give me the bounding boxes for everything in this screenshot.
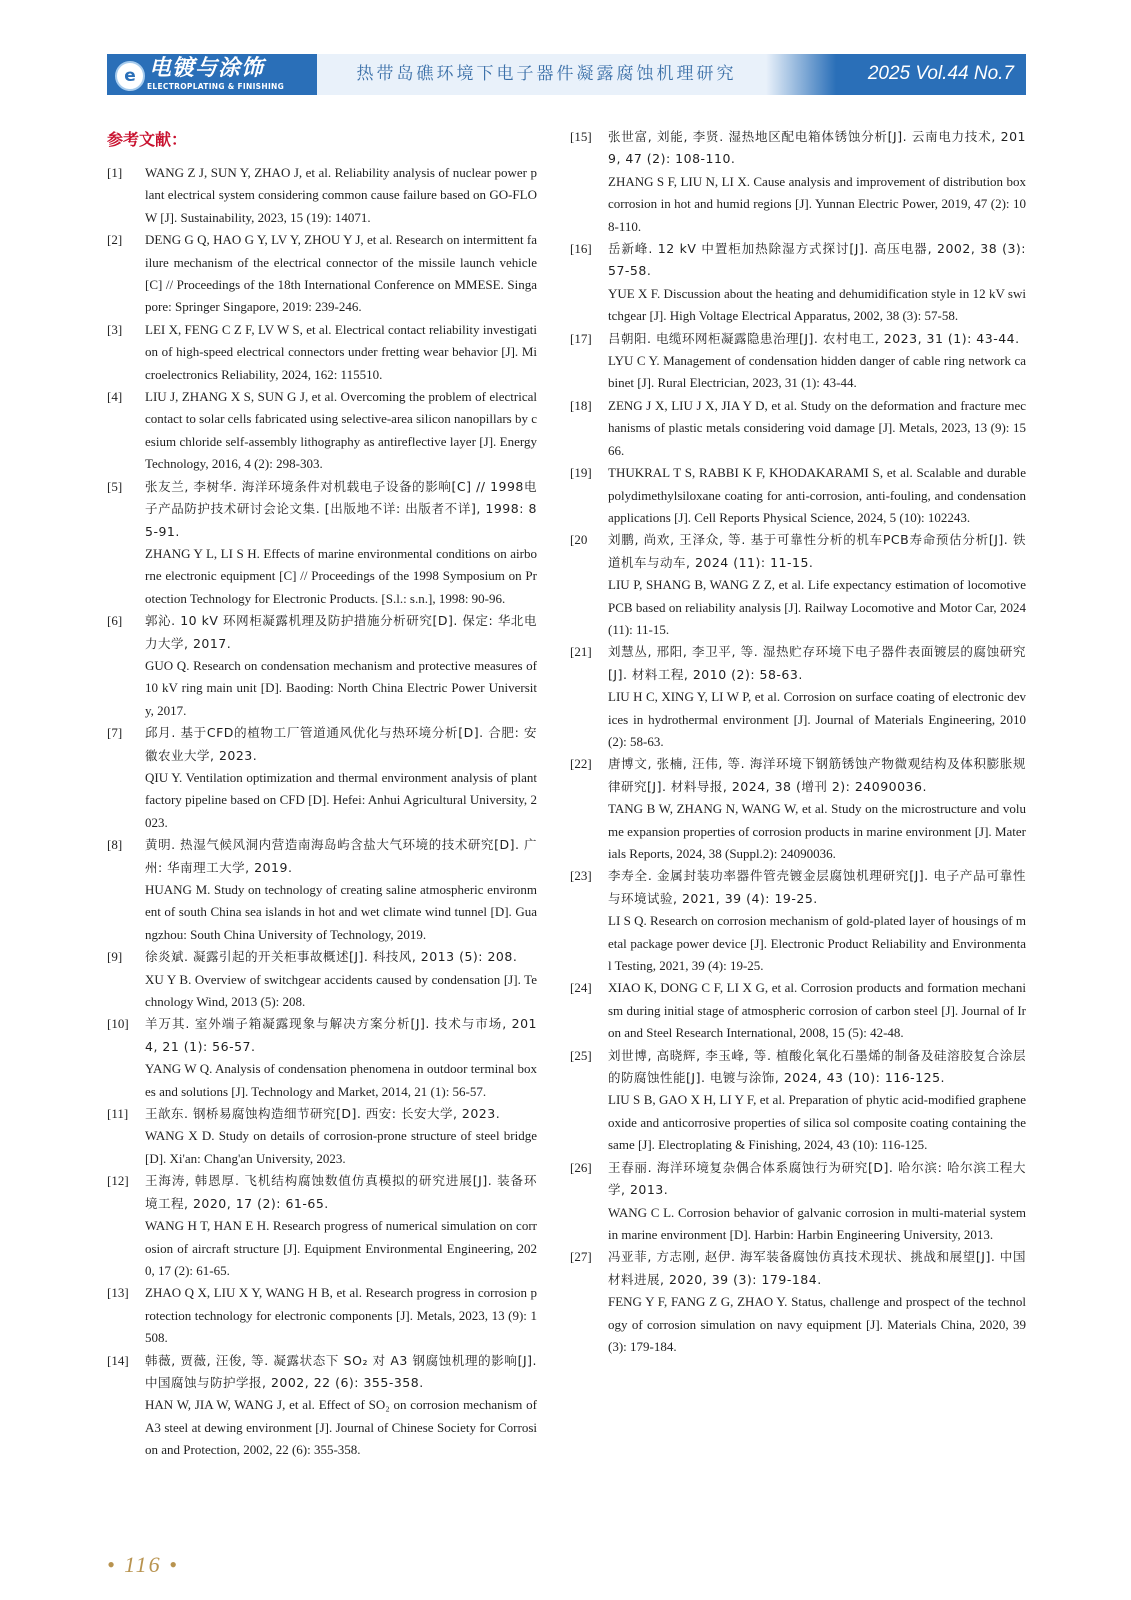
reference-text: TANG B W, ZHANG N, WANG W, et al. Study on the microstructure and volume expansion properties of corrosion products in marine environment [J]. Materials Reports, 2024, 38 (Suppl.2): 24090036. bbox=[608, 801, 1026, 861]
reference-item bbox=[570, 977, 1026, 1044]
reference-text: GUO Q. Research on condensation mechanism and protective measures of 10 kV ring main unit [D]. Baoding: North China Electric Power University, 2017. bbox=[145, 657, 537, 718]
reference-list-left bbox=[107, 162, 537, 1462]
reference-number: [21] bbox=[570, 644, 592, 660]
reference-body bbox=[608, 328, 1026, 395]
reference-list-right bbox=[570, 126, 1026, 1358]
reference-number: [14] bbox=[107, 1352, 129, 1368]
reference-body bbox=[145, 162, 537, 229]
reference-number: [23] bbox=[570, 868, 592, 884]
reference-number: [8] bbox=[107, 837, 123, 853]
reference-item bbox=[107, 1282, 537, 1349]
reference-number: [27] bbox=[570, 1249, 592, 1265]
reference-body bbox=[608, 529, 1026, 641]
logo-e-icon: e bbox=[115, 61, 145, 91]
reference-text: WANG C L. Corrosion behavior of galvanic corrosion in multi-material system in marine environment [D]. Harbin: Harbin Engineering University, 2013. bbox=[608, 1204, 1026, 1242]
reference-item bbox=[107, 319, 537, 386]
reference-item bbox=[570, 462, 1026, 529]
reference-item bbox=[570, 529, 1026, 641]
reference-number: [9] bbox=[107, 949, 123, 965]
header-fade bbox=[766, 54, 836, 95]
reference-text: 刘鹏, 尚欢, 王泽众, 等. 基于可靠性分析的机车PCB寿命预估分析[J]. 铁道机车与动车, 2024 (11): 11-15. bbox=[608, 532, 1026, 570]
left-column bbox=[107, 130, 537, 1462]
reference-item bbox=[107, 386, 537, 476]
reference-text: WANG X D. Study on details of corrosion-prone structure of steel bridge [D]. Xi'an: Chang'an University, 2023. bbox=[145, 1128, 537, 1166]
reference-text: 徐炎斌. 凝露引起的开关柜事故概述[J]. 科技风, 2013 (5): 208. bbox=[145, 949, 518, 965]
reference-text: LIU S B, GAO X H, LI Y F, et al. Preparation of phytic acid-modified graphene oxide and anticorrosive properties of silica sol composite coating containing the same [J]. Electroplating & Finishing, 2024, 43 (10): 116-125. bbox=[608, 1092, 1026, 1153]
reference-text: WANG H T, HAN E H. Research progress of numerical simulation on corrosion of aircraft structure [J]. Equipment Environmental Engineering, 2020, 17 (2): 61-65. bbox=[145, 1218, 537, 1278]
reference-text: LIU H C, XING Y, LI W P, et al. Corrosion on surface coating of electronic devices in hydrothermal environment [J]. Journal of Materials Engineering, 2010 (2): 58-63. bbox=[608, 689, 1026, 749]
reference-number: [4] bbox=[107, 389, 123, 405]
reference-number: [19] bbox=[570, 465, 592, 481]
reference-item bbox=[570, 753, 1026, 865]
reference-body bbox=[608, 462, 1026, 529]
reference-body bbox=[145, 319, 537, 386]
reference-item bbox=[570, 865, 1026, 977]
reference-text: ZHAO Q X, LIU X Y, WANG H B, et al. Research progress in corrosion protection technology for electronic components [J]. Metals, 2023, 13 (9): 1508. bbox=[145, 1285, 537, 1346]
reference-text: HUANG M. Study on technology of creating saline atmospheric environment of south China sea islands in hot and wet climate wind tunnel [D]. Guangzhou: South China University of Technology, 2019. bbox=[145, 882, 537, 942]
reference-text: XU Y B. Overview of switchgear accidents caused by condensation [J]. Technology Wind, 2013 (5): 208. bbox=[145, 971, 537, 1010]
reference-number: [15] bbox=[570, 129, 592, 144]
reference-number: [10] bbox=[107, 1016, 129, 1032]
reference-text: 刘世博, 高晓辉, 李玉峰, 等. 植酸化氧化石墨烯的制备及硅溶胶复合涂层的防腐蚀性能[J]. 电镀与涂饰, 2024, 43 (10): 116-125. bbox=[608, 1047, 1026, 1086]
reference-item bbox=[107, 1013, 537, 1103]
reference-number: [16] bbox=[570, 241, 592, 257]
reference-text: 韩薇, 贾薇, 汪俊, 等. 凝露状态下 SO₂ 对 A3 钢腐蚀机理的影响[J]. 中国腐蚀与防护学报, 2002, 22 (6): 355-358. bbox=[145, 1352, 537, 1390]
reference-item bbox=[107, 722, 537, 834]
reference-number: [2] bbox=[107, 232, 123, 248]
reference-text: ZHANG S F, LIU N, LI X. Cause analysis and improvement of distribution box corrosion in hot and humid regions [J]. Yunnan Electric Power, 2019, 47 (2): 108-110. bbox=[608, 173, 1026, 234]
reference-number: [3] bbox=[107, 321, 123, 337]
reference-text: LEI X, FENG C Z F, LV W S, et al. Electrical contact reliability investigation of high-speed electrical connectors under fretting wear behavior [J]. Microelectronics Reliability, 2024, 162: 115510. bbox=[145, 321, 537, 382]
reference-text: 张友兰, 李树华. 海洋环境条件对机载电子设备的影响[C] // 1998电子产品防护技术研讨会论文集. [出版地不详: 出版者不详], 1998: 85-91. bbox=[145, 478, 537, 539]
reference-body bbox=[145, 722, 537, 834]
issue-label: 2025 Vol.44 No.7 bbox=[867, 63, 1014, 84]
reference-item bbox=[107, 1170, 537, 1282]
reference-text: XIAO K, DONG C F, LI X G, et al. Corrosion products and formation mechanism during initial stage of atmospheric corrosion of carbon steel [J]. Journal of Iron and Steel Research International, 2008, 15 (5): 42-48. bbox=[608, 980, 1026, 1041]
logo-text: 电镀与涂饰 bbox=[149, 56, 265, 81]
reference-item bbox=[570, 126, 1026, 238]
reference-body bbox=[608, 641, 1026, 753]
reference-body bbox=[145, 610, 537, 722]
reference-text: 张世富, 刘能, 李贤. 湿热地区配电箱体锈蚀分析[J]. 云南电力技术, 2019, 47 (2): 108-110. bbox=[608, 129, 1026, 167]
reference-number: [5] bbox=[107, 478, 123, 494]
running-title: 热带岛礁环境下电子器件凝露腐蚀机理研究 bbox=[356, 64, 737, 84]
reference-text: 吕朝阳. 电缆环网柜凝露隐患治理[J]. 农村电工, 2023, 31 (1): 43-44. bbox=[608, 330, 1020, 346]
references-heading: 参考文献： bbox=[107, 130, 188, 149]
reference-body bbox=[145, 1013, 537, 1103]
reference-text: LIU P, SHANG B, WANG Z Z, et al. Life expectancy estimation of locomotive PCB based on reliability analysis [J]. Railway Locomotive and Motor Car, 2024 (11): 11-15. bbox=[608, 577, 1026, 637]
page-number: • 116 • bbox=[107, 1552, 179, 1577]
reference-body bbox=[608, 395, 1026, 462]
right-column bbox=[570, 126, 1026, 1358]
reference-text: DENG G Q, HAO G Y, LV Y, ZHOU Y J, et al. Research on intermittent failure mechanism of the electrical connector of the missile launch vehicle [C] // Proceedings of the 18th International Conference on MMESE. Singapore: Springer Singapore, 2019: 239-246. bbox=[145, 232, 537, 315]
reference-body bbox=[608, 1246, 1026, 1358]
reference-item bbox=[107, 834, 537, 946]
reference-number: [6] bbox=[107, 613, 123, 629]
reference-item bbox=[570, 641, 1026, 753]
reference-text: 羊万其. 室外端子箱凝露现象与解决方案分析[J]. 技术与市场, 2014, 21 (1): 56-57. bbox=[145, 1016, 537, 1054]
reference-number: [1] bbox=[107, 165, 123, 180]
reference-text: YANG W Q. Analysis of condensation phenomena in outdoor terminal boxes and solutions [J]. Technology and Market, 2014, 21 (1): 56-57. bbox=[145, 1061, 537, 1099]
reference-text: LYU C Y. Management of condensation hidden danger of cable ring network cabinet [J]. Rural Electrician, 2023, 31 (1): 43-44. bbox=[608, 353, 1026, 391]
reference-text: ZENG J X, LIU J X, JIA Y D, et al. Study on the deformation and fracture mechanisms of plastic metals considering void damage [J]. Metals, 2023, 13 (9): 1566. bbox=[608, 397, 1026, 458]
reference-item bbox=[107, 1103, 537, 1170]
reference-body bbox=[145, 1103, 537, 1170]
reference-text: 岳新峰. 12 kV 中置柜加热除湿方式探讨[J]. 高压电器, 2002, 38 (3): 57-58. bbox=[608, 241, 1026, 279]
reference-item bbox=[570, 1246, 1026, 1358]
reference-text: 王歆东. 钢桥易腐蚀构造细节研究[D]. 西安: 长安大学, 2023. bbox=[145, 1106, 501, 1122]
reference-text: WANG Z J, SUN Y, ZHAO J, et al. Reliability analysis of nuclear power plant electrical system considering common cause failure based on GO-FLOW [J]. Sustainability, 2023, 15 (19): 14071. bbox=[145, 165, 537, 225]
reference-body bbox=[608, 753, 1026, 865]
reference-item bbox=[107, 162, 537, 229]
reference-item bbox=[570, 238, 1026, 328]
reference-body bbox=[608, 1157, 1026, 1247]
reference-text: HAN W, JIA W, WANG J, et al. Effect of SO₂ on corrosion mechanism of A3 steel at dewing environment [J]. Journal of Chinese Society for Corrosion and Protection, 2002, 22 (6): 355-358. bbox=[145, 1397, 537, 1458]
reference-text: 邱月. 基于CFD的植物工厂管道通风优化与热环境分析[D]. 合肥: 安徽农业大学, 2023. bbox=[145, 725, 537, 763]
reference-body bbox=[145, 476, 537, 610]
reference-item bbox=[570, 328, 1026, 395]
journal-logo bbox=[113, 57, 313, 92]
reference-item bbox=[570, 1157, 1026, 1247]
reference-body bbox=[608, 126, 1026, 238]
reference-number: [20 bbox=[570, 532, 588, 548]
reference-text: QIU Y. Ventilation optimization and thermal environment analysis of plant factory pipeline based on CFD [D]. Hefei: Anhui Agricultural University, 2023. bbox=[145, 769, 537, 830]
reference-body bbox=[145, 1282, 537, 1349]
reference-text: 刘慧丛, 邢阳, 李卫平, 等. 湿热贮存环境下电子器件表面镀层的腐蚀研究[J]. 材料工程, 2010 (2): 58-63. bbox=[608, 644, 1026, 682]
reference-body bbox=[145, 834, 537, 946]
reference-body bbox=[608, 238, 1026, 328]
reference-text: 黄明. 热湿气候风洞内营造南海岛屿含盐大气环境的技术研究[D]. 广州: 华南理工大学, 2019. bbox=[145, 837, 537, 875]
reference-number: [18] bbox=[570, 397, 592, 413]
reference-text: 郭沁. 10 kV 环网柜凝露机理及防护措施分析研究[D]. 保定: 华北电力大学, 2017. bbox=[145, 613, 537, 651]
reference-body bbox=[145, 1350, 537, 1462]
reference-number: [13] bbox=[107, 1285, 129, 1301]
reference-number: [25] bbox=[570, 1047, 592, 1063]
reference-text: ZHANG Y L, LI S H. Effects of marine environmental conditions on airborne electronic equipment [C] // Proceedings of the 1998 Symposium on Protection Technology for Electronic Products. [S.l.: s.n.], 1998: 90-96. bbox=[145, 545, 537, 606]
reference-text: 唐博文, 张楠, 汪伟, 等. 海洋环境下钢筋锈蚀产物微观结构及体积膨胀规律研究[J]. 材料导报, 2024, 38 (增刊 2): 24090036. bbox=[608, 756, 1026, 794]
reference-text: 王春丽. 海洋环境复杂偶合体系腐蚀行为研究[D]. 哈尔滨: 哈尔滨工程大学, 2013. bbox=[608, 1159, 1026, 1198]
reference-item bbox=[107, 946, 537, 1013]
reference-body bbox=[145, 386, 537, 476]
reference-item bbox=[570, 395, 1026, 462]
reference-body bbox=[608, 865, 1026, 977]
journal-header bbox=[107, 54, 1026, 95]
reference-number: [12] bbox=[107, 1173, 129, 1189]
reference-text: THUKRAL T S, RABBI K F, KHODAKARAMI S, et al. Scalable and durable polydimethylsiloxane coating for anti-corrosion, anti-fouling, and condensation applications [J]. Cell Reports Physical Science, 2024, 5 (10): 102243. bbox=[608, 465, 1026, 525]
reference-item bbox=[570, 1045, 1026, 1157]
reference-text: LI S Q. Research on corrosion mechanism of gold-plated layer of housings of metal package power device [J]. Electronic Product Reliability and Environmental Testing, 2021, 39 (4): 19-25. bbox=[608, 913, 1026, 974]
reference-item bbox=[107, 229, 537, 319]
reference-item bbox=[107, 610, 537, 722]
reference-number: [17] bbox=[570, 330, 592, 346]
reference-number: [7] bbox=[107, 725, 123, 741]
reference-item bbox=[107, 476, 537, 610]
reference-number: [26] bbox=[570, 1159, 592, 1175]
reference-text: 王海涛, 韩恩厚. 飞机结构腐蚀数值仿真模拟的研究进展[J]. 装备环境工程, 2020, 17 (2): 61-65. bbox=[145, 1173, 537, 1211]
reference-text: FENG Y F, FANG Z G, ZHAO Y. Status, challenge and prospect of the technology of corrosion simulation on navy equipment [J]. Materials China, 2020, 39 (3): 179-184. bbox=[608, 1294, 1026, 1354]
reference-body bbox=[608, 1045, 1026, 1157]
reference-body bbox=[145, 229, 537, 319]
reference-text: YUE X F. Discussion about the heating and dehumidification style in 12 kV switchgear [J]. High Voltage Electrical Apparatus, 2002, 38 (3): 57-58. bbox=[608, 285, 1026, 324]
logo-subtitle: ELECTROPLATING & FINISHING bbox=[147, 82, 285, 91]
reference-item bbox=[107, 1350, 537, 1462]
reference-text: 冯亚菲, 方志刚, 赵伊. 海军装备腐蚀仿真技术现状、挑战和展望[J]. 中国材料进展, 2020, 39 (3): 179-184. bbox=[608, 1249, 1026, 1287]
reference-text: LIU J, ZHANG X S, SUN G J, et al. Overcoming the problem of electrical contact to solar cells fabricated using selective-area silicon nanopillars by cesium chloride self-assembly lithography as antireflective layer [J]. Energy Technology, 2016, 4 (2): 298-303. bbox=[145, 389, 538, 472]
reference-body bbox=[608, 977, 1026, 1044]
reference-text: 李寿全. 金属封装功率器件管壳镀金层腐蚀机理研究[J]. 电子产品可靠性与环境试验, 2021, 39 (4): 19-25. bbox=[608, 868, 1026, 906]
reference-body bbox=[145, 1170, 537, 1282]
reference-body bbox=[145, 946, 537, 1013]
reference-number: [22] bbox=[570, 756, 592, 772]
reference-number: [24] bbox=[570, 980, 592, 996]
reference-number: [11] bbox=[107, 1106, 129, 1122]
